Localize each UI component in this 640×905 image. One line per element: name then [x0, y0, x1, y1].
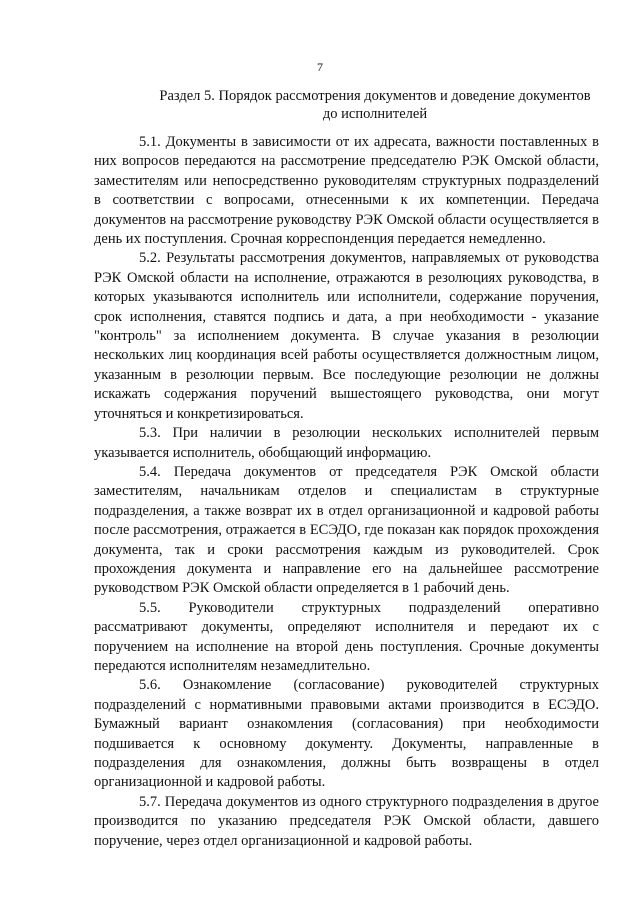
section-heading-line-1: Раздел 5. Порядок рассмотрения документов и доведение документов [159, 88, 591, 104]
paragraph-5-1: 5.1. Документы в зависимости от их адресата, важности поставленных в них вопросов передаются на рассмотрение председателю РЭК Омской области, заместителям или непосредственно руководителям структурных подразделений в соответствии с вопросами, отнесенными к их компетенции. Передача документов на рассмотрение руководству РЭК Омской области осуществляется в день их поступления. Срочная корреспонденция передается немедленно. [94, 134, 599, 248]
section-heading-line-2: до исполнителей [322, 106, 428, 122]
paragraph-5-5: 5.5. Руководители структурных подразделений оперативно рассматривают документы, определяют исполнителя и передают их с поручением на исполнение на второй день поступления. Срочные документы передаются исполнителям незамедлительно. [94, 599, 599, 674]
paragraph-5-3: 5.3. При наличии в резолюции нескольких исполнителей первым указывается исполнитель, обобщающий информацию. [94, 425, 599, 461]
paragraph-5-4: 5.4. Передача документов от председателя РЭК Омской области заместителям, начальникам отделов и специалистам в структурные подразделения, а также возврат их в отдел организационной и кадровой работы после рассмотрения, отражается в ЕСЭДО, где показан как порядок прохождения документа, так и сроки рассмотрения каждым из руководителей. Срок прохождения документа и направление его на дальнейшее рассмотрение руководством РЭК Омской области определяется в 1 рабочий день. [94, 463, 599, 597]
paragraph-5-7: 5.7. Передача документов из одного структурного подразделения в другое производится по указанию председателя РЭК Омской области, давшего поручение, через отдел организационной и кадровой работы. [94, 793, 599, 849]
paragraph-5-2: 5.2. Результаты рассмотрения документов, направляемых от руководства РЭК Омской области на исполнение, отражаются в резолюциях руководства, в которых указываются исполнитель или исполнители, содержание поручения, срок исполнения, ставятся подпись и дата, а при необходимости - указание "контроль" за исполнением документа. В случае указания в резолюции нескольких лиц координация всей работы осуществляется должностным лицом, указанным в резолюции первым. Все последующие резолюции не должны искажать содержания поручений вышестоящего руководства, они могут уточняться и конкретизироваться. [94, 250, 599, 422]
section-heading [150, 87, 600, 123]
document-body [94, 133, 599, 851]
paragraph-5-6: 5.6. Ознакомление (согласование) руководителей структурных подразделений с нормативными правовыми актами производится в ЕСЭДО. Бумажный вариант ознакомления (согласования) при необходимости подшивается к основному документу. Документы, направленные в подразделения для ознакомления, должны быть возвращены в отдел организационной и кадровой работы. [94, 677, 599, 791]
page-number: 7 [317, 60, 323, 74]
